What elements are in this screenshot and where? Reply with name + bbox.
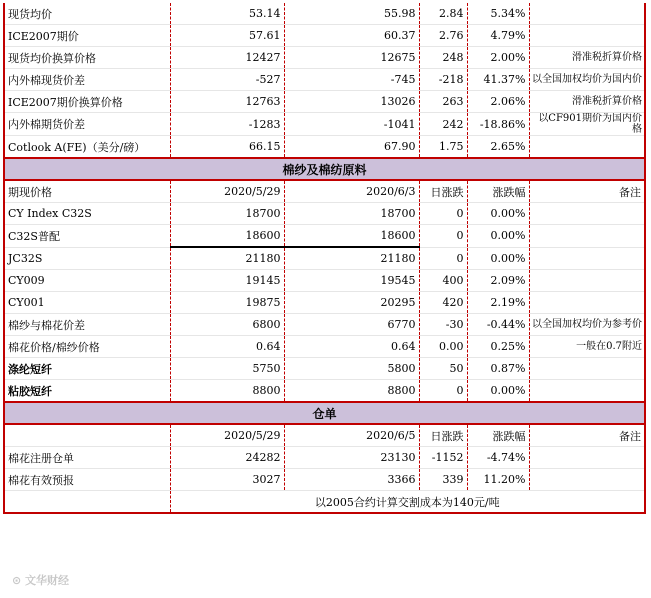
daily-change: 420 xyxy=(419,292,467,314)
table-row xyxy=(4,3,645,25)
daily-change: 1.75 xyxy=(419,136,467,159)
value-prev: 5750 xyxy=(170,358,284,380)
daily-change: 0 xyxy=(419,225,467,248)
change-percent: -4.74% xyxy=(467,447,529,469)
daily-change: 0.00 xyxy=(419,336,467,358)
row-label: 现货均价换算价格 xyxy=(4,47,170,69)
value-curr: -745 xyxy=(284,69,419,91)
watermark-logo: ⊙ 文华财经 xyxy=(12,574,70,587)
daily-change: 2.76 xyxy=(419,25,467,47)
value-curr: -1041 xyxy=(284,113,419,136)
footnote-spacer xyxy=(4,491,170,514)
row-label: 内外棉期货价差 xyxy=(4,113,170,136)
row-label: ICE2007期价 xyxy=(4,25,170,47)
header-date-curr: 2020/6/3 xyxy=(284,180,419,203)
change-percent: 0.00% xyxy=(467,203,529,225)
table-row xyxy=(4,292,645,314)
change-percent: -18.86% xyxy=(467,113,529,136)
change-percent: 0.00% xyxy=(467,225,529,248)
value-curr: 6770 xyxy=(284,314,419,336)
change-percent: 2.65% xyxy=(467,136,529,159)
row-label: ICE2007期价换算价格 xyxy=(4,91,170,113)
change-percent: 0.00% xyxy=(467,247,529,270)
value-curr: 8800 xyxy=(284,380,419,403)
daily-change: -30 xyxy=(419,314,467,336)
value-curr: 21180 xyxy=(284,247,419,270)
value-curr: 5800 xyxy=(284,358,419,380)
table-row xyxy=(4,25,645,47)
section-title: 仓单 xyxy=(4,402,645,424)
row-label: CY009 xyxy=(4,270,170,292)
value-curr: 13026 xyxy=(284,91,419,113)
value-prev: 19145 xyxy=(170,270,284,292)
section-warehouse xyxy=(4,402,645,424)
header-change: 日涨跌 xyxy=(419,424,467,447)
row-label: 棉花注册仓单 xyxy=(4,447,170,469)
table-row xyxy=(4,47,645,69)
remark xyxy=(529,203,645,225)
daily-change: 248 xyxy=(419,47,467,69)
value-curr: 18600 xyxy=(284,225,419,248)
header-remark: 备注 xyxy=(529,180,645,203)
change-percent: 4.79% xyxy=(467,25,529,47)
header-date-prev: 2020/5/29 xyxy=(170,180,284,203)
value-prev: 66.15 xyxy=(170,136,284,159)
remark xyxy=(529,270,645,292)
header-date-curr: 2020/6/5 xyxy=(284,424,419,447)
table-row xyxy=(4,469,645,491)
table-row xyxy=(4,136,645,159)
header-remark: 备注 xyxy=(529,424,645,447)
price-table xyxy=(3,3,646,514)
value-curr: 3366 xyxy=(284,469,419,491)
change-percent: 5.34% xyxy=(467,3,529,25)
table-row xyxy=(4,247,645,270)
remark xyxy=(529,358,645,380)
change-percent: 0.00% xyxy=(467,380,529,403)
daily-change: 0 xyxy=(419,380,467,403)
value-prev: 3027 xyxy=(170,469,284,491)
footnote-row xyxy=(4,491,645,514)
value-prev: 19875 xyxy=(170,292,284,314)
header-label: 期现价格 xyxy=(4,180,170,203)
table-row xyxy=(4,380,645,403)
change-percent: 2.19% xyxy=(467,292,529,314)
table-row xyxy=(4,113,645,136)
value-curr: 0.64 xyxy=(284,336,419,358)
remark xyxy=(529,3,645,25)
remark: 以CF901期价为国内价格 xyxy=(529,113,645,136)
daily-change: 242 xyxy=(419,113,467,136)
table-row xyxy=(4,314,645,336)
table-row xyxy=(4,225,645,248)
table-row xyxy=(4,69,645,91)
value-prev: 12763 xyxy=(170,91,284,113)
row-label: JC32S xyxy=(4,247,170,270)
row-label: 棉纱与棉花价差 xyxy=(4,314,170,336)
row-label: CY001 xyxy=(4,292,170,314)
value-prev: 6800 xyxy=(170,314,284,336)
daily-change: -218 xyxy=(419,69,467,91)
remark: 一般在0.7附近 xyxy=(529,336,645,358)
remark xyxy=(529,136,645,159)
value-curr: 67.90 xyxy=(284,136,419,159)
row-label: Cotlook A(FE)（美分/磅） xyxy=(4,136,170,159)
value-prev: -527 xyxy=(170,69,284,91)
daily-change: 400 xyxy=(419,270,467,292)
table-row xyxy=(4,270,645,292)
change-percent: 0.25% xyxy=(467,336,529,358)
daily-change: 50 xyxy=(419,358,467,380)
table-row xyxy=(4,358,645,380)
value-prev: 24282 xyxy=(170,447,284,469)
header-label xyxy=(4,424,170,447)
header-row xyxy=(4,180,645,203)
remark: 滑准税折算价格 xyxy=(529,91,645,113)
remark xyxy=(529,25,645,47)
row-label: 现货均价 xyxy=(4,3,170,25)
change-percent: 2.00% xyxy=(467,47,529,69)
row-label: 涤纶短纤 xyxy=(4,358,170,380)
value-prev: 21180 xyxy=(170,247,284,270)
table-row xyxy=(4,203,645,225)
remark xyxy=(529,447,645,469)
remark xyxy=(529,292,645,314)
row-label: CY Index C32S xyxy=(4,203,170,225)
daily-change: 0 xyxy=(419,203,467,225)
value-prev: 18700 xyxy=(170,203,284,225)
value-curr: 55.98 xyxy=(284,3,419,25)
remark: 滑准税折算价格 xyxy=(529,47,645,69)
value-prev: 0.64 xyxy=(170,336,284,358)
change-percent: -0.44% xyxy=(467,314,529,336)
change-percent: 0.87% xyxy=(467,358,529,380)
row-label: C32S普配 xyxy=(4,225,170,248)
header-row xyxy=(4,424,645,447)
change-percent: 11.20% xyxy=(467,469,529,491)
value-prev: 12427 xyxy=(170,47,284,69)
daily-change: 339 xyxy=(419,469,467,491)
value-prev: 8800 xyxy=(170,380,284,403)
remark xyxy=(529,247,645,270)
change-percent: 41.37% xyxy=(467,69,529,91)
value-curr: 19545 xyxy=(284,270,419,292)
header-change: 日涨跌 xyxy=(419,180,467,203)
value-prev: 18600 xyxy=(170,225,284,248)
table-row xyxy=(4,91,645,113)
daily-change: 2.84 xyxy=(419,3,467,25)
remark: 以全国加权均价为国内价 xyxy=(529,69,645,91)
remark xyxy=(529,380,645,403)
header-percent: 涨跌幅 xyxy=(467,180,529,203)
row-label: 粘胶短纤 xyxy=(4,380,170,403)
daily-change: 0 xyxy=(419,247,467,270)
value-curr: 12675 xyxy=(284,47,419,69)
value-prev: 57.61 xyxy=(170,25,284,47)
remark xyxy=(529,225,645,248)
remark: 以全国加权均价为参考价 xyxy=(529,314,645,336)
row-label: 棉花有效预报 xyxy=(4,469,170,491)
value-curr: 23130 xyxy=(284,447,419,469)
change-percent: 2.09% xyxy=(467,270,529,292)
value-prev: -1283 xyxy=(170,113,284,136)
value-curr: 20295 xyxy=(284,292,419,314)
value-prev: 53.14 xyxy=(170,3,284,25)
value-curr: 18700 xyxy=(284,203,419,225)
value-curr: 60.37 xyxy=(284,25,419,47)
footnote: 以2005合约计算交割成本为140元/吨 xyxy=(170,491,645,514)
row-label: 内外棉现货价差 xyxy=(4,69,170,91)
table-row xyxy=(4,447,645,469)
daily-change: 263 xyxy=(419,91,467,113)
daily-change: -1152 xyxy=(419,447,467,469)
header-date-prev: 2020/5/29 xyxy=(170,424,284,447)
change-percent: 2.06% xyxy=(467,91,529,113)
section-title: 棉纱及棉纺原料 xyxy=(4,158,645,180)
section-yarn xyxy=(4,158,645,180)
table-row xyxy=(4,336,645,358)
row-label: 棉花价格/棉纱价格 xyxy=(4,336,170,358)
remark xyxy=(529,469,645,491)
header-percent: 涨跌幅 xyxy=(467,424,529,447)
